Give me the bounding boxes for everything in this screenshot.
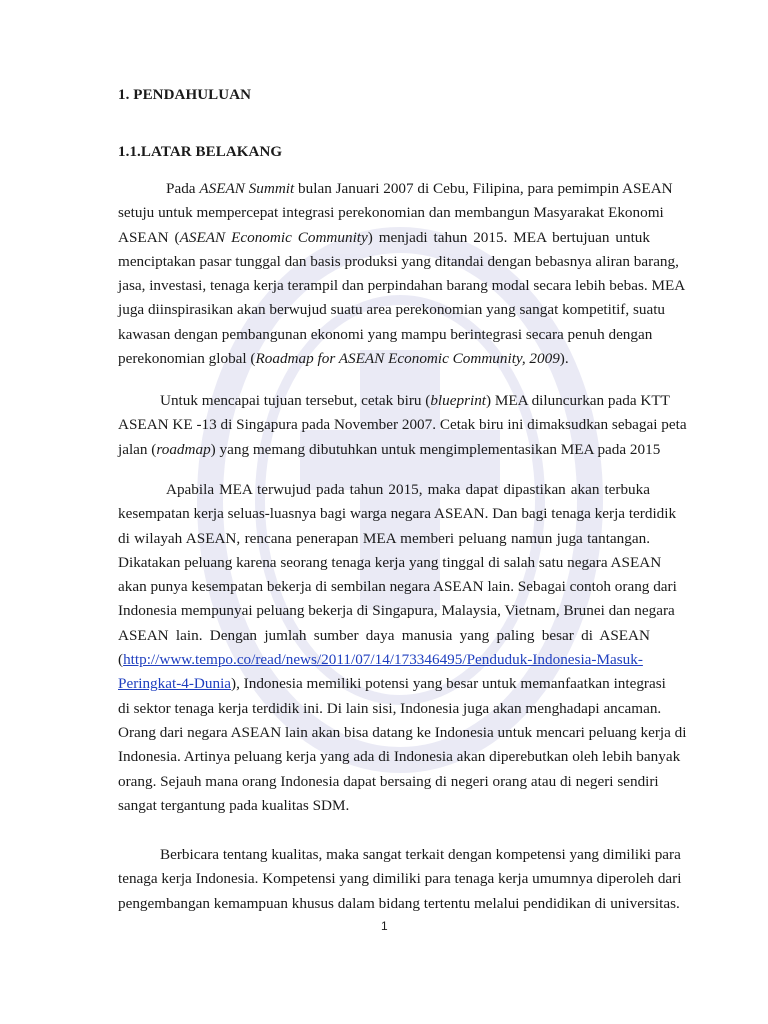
text-line: kawasan dengan pembangunan ekonomi yang mampu berintegrasi secara penuh dengan: [118, 325, 653, 343]
text-line: jasa, investasi, tenaga kerja terampil dan perpindahan barang modal secara lebih bebas. MEA: [118, 277, 686, 295]
paragraph-1: [118, 177, 686, 371]
source-link[interactable]: http://www.tempo.co/read/news/2011/07/14/173346495/Penduduk-Indonesia-Masuk-: [123, 651, 643, 669]
paragraph-3: [118, 478, 687, 818]
text-line: perekonomian global (Roadmap for ASEAN Economic Community, 2009).: [118, 350, 569, 368]
text-line: Orang dari negara ASEAN lain akan bisa datang ke Indonesia untuk mencari peluang kerja di: [118, 723, 687, 741]
text-line: tenaga kerja Indonesia. Kompetensi yang dimiliki para tenaga kerja umumnya diperoleh dari: [118, 870, 682, 888]
text-line: orang. Sejauh mana orang Indonesia dapat bersaing di negeri orang atau di negeri sendiri: [118, 772, 659, 790]
source-link-continued[interactable]: Peringkat-4-Dunia: [118, 675, 232, 693]
text-line: jalan (roadmap) yang memang dibutuhkan untuk mengimplementasikan MEA pada 2015: [118, 440, 661, 458]
text-line: ASEAN lain. Dengan jumlah sumber daya manusia yang paling besar di ASEAN: [118, 626, 650, 644]
text-line: Dikatakan peluang karena seorang tenaga kerja yang tinggal di salah satu negara ASEAN: [118, 553, 662, 571]
text-line: akan punya kesempatan bekerja di sembilan negara ASEAN lain. Sebagai contoh orang dari: [118, 578, 677, 596]
text-line: Berbicara tentang kualitas, maka sangat terkait dengan kompetensi yang dimiliki para: [160, 846, 681, 863]
text-line: pengembangan kemampuan khusus dalam bidang tertentu melalui pendidikan di universitas.: [118, 894, 680, 912]
text-line: ASEAN KE -13 di Singapura pada November 2007. Cetak biru ini dimaksudkan sebagai peta: [118, 416, 687, 434]
text-line: Peringkat-4-Dunia), Indonesia memiliki potensi yang besar untuk memanfaatkan integrasi: [118, 675, 666, 693]
text-line: juga diinspirasikan akan berwujud suatu area perekonomian yang sangat kompetitif, suatu: [118, 301, 666, 319]
text-line: Pada ASEAN Summit bulan Januari 2007 di Cebu, Filipina, para pemimpin ASEAN: [166, 180, 673, 197]
text-line: Indonesia mempunyai peluang bekerja di Singapura, Malaysia, Vietnam, Brunei dan negara: [118, 602, 675, 620]
text-line: di wilayah ASEAN, rencana penerapan MEA memberi peluang namun juga tantangan.: [118, 529, 650, 547]
paragraph-4: [118, 843, 682, 916]
text-line: Apabila MEA terwujud pada tahun 2015, maka dapat dipastikan akan terbuka: [166, 481, 650, 498]
text-line: setuju untuk mempercepat integrasi perekonomian dan membangun Masyarakat Ekonomi: [118, 204, 664, 222]
section-heading: 1. PENDAHULUAN: [118, 87, 252, 103]
subsection-heading: 1.1.LATAR BELAKANG: [118, 144, 283, 160]
text-line: ASEAN (ASEAN Economic Community) menjadi tahun 2015. MEA bertujuan untuk: [118, 228, 650, 246]
paragraph-2: [118, 389, 687, 462]
text-line: sangat tergantung pada kualitas SDM.: [118, 796, 350, 814]
text-line: di sektor tenaga kerja terdidik ini. Di lain sisi, Indonesia juga akan menghadapi ancaman.: [118, 699, 662, 717]
text-line: Untuk mencapai tujuan tersebut, cetak biru (blueprint) MEA diluncurkan pada KTT: [160, 392, 670, 409]
text-line: (http://www.tempo.co/read/news/2011/07/14/173346495/Penduduk-Indonesia-Masuk-: [118, 651, 643, 669]
text-line: Indonesia. Artinya peluang kerja yang ada di Indonesia akan diperebutkan oleh lebih banyak: [118, 748, 681, 766]
page-number: 1: [381, 919, 388, 933]
text-line: kesempatan kerja seluas-luasnya bagi warga negara ASEAN. Dan bagi tenaga kerja terdidik: [118, 505, 677, 523]
text-line: menciptakan pasar tunggal dan basis produksi yang ditandai dengan bebasnya aliran barang,: [118, 252, 679, 270]
